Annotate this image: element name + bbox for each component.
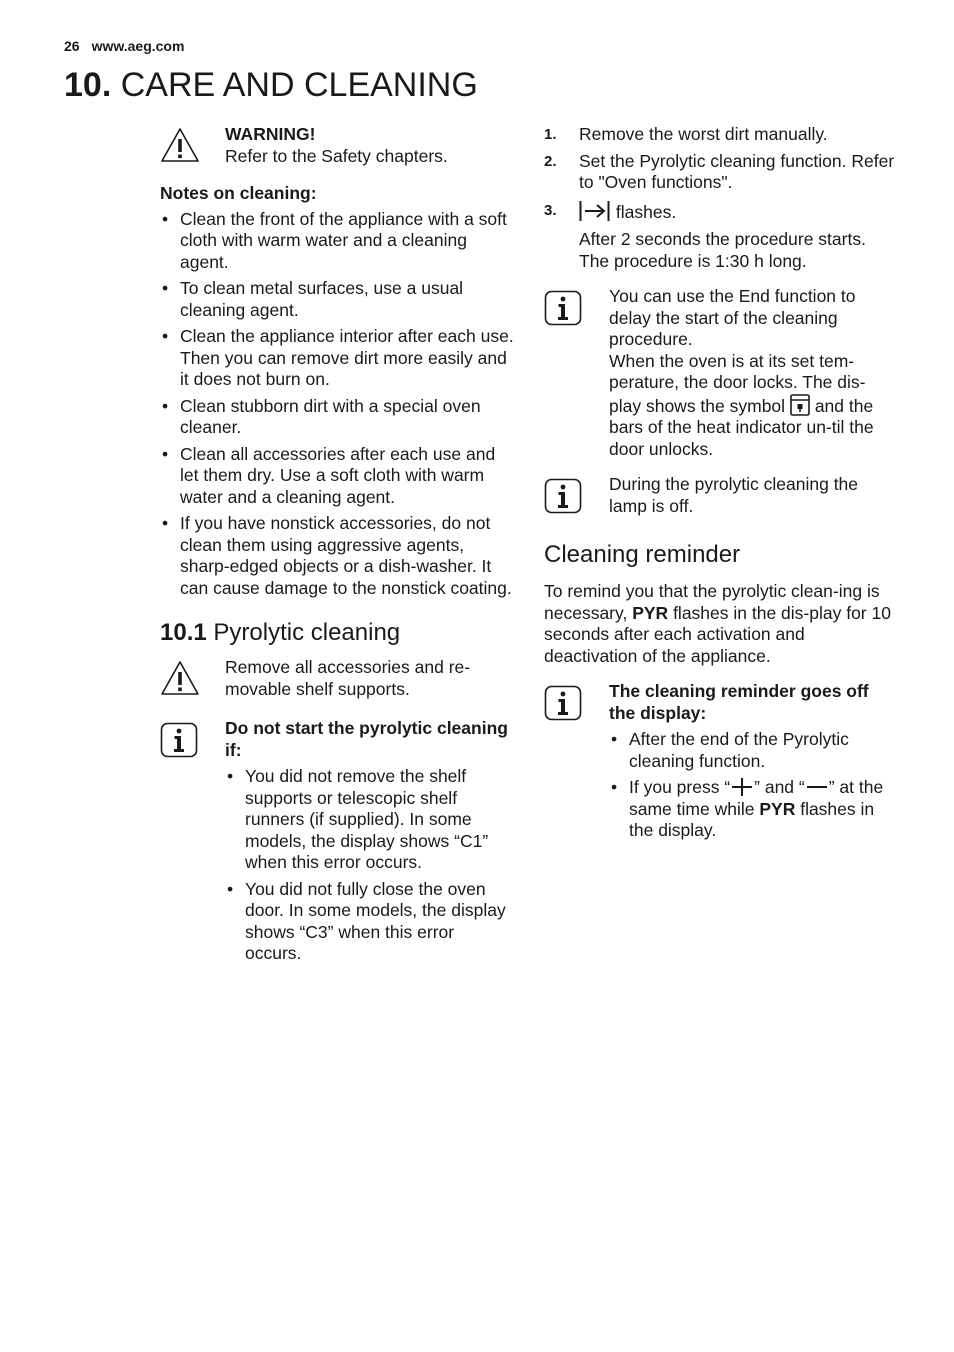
notes-heading: Notes on cleaning: xyxy=(160,183,317,203)
start-arrow-icon xyxy=(579,200,611,222)
step-3 xyxy=(544,200,896,273)
list-item xyxy=(609,777,896,842)
reminder-title: Cleaning reminder xyxy=(544,541,741,568)
info-icon xyxy=(544,478,582,514)
steps-list xyxy=(544,124,896,272)
page-number: 26 xyxy=(64,38,80,54)
warning-accessories-note xyxy=(160,657,515,700)
warning-safety-note xyxy=(160,124,515,167)
step-1 xyxy=(544,124,896,146)
section-number: 10.1 xyxy=(160,619,207,646)
page-header xyxy=(64,38,184,54)
chapter-title xyxy=(64,66,478,105)
list-item: • After the end of the Pyrolytic cleaning function. xyxy=(609,729,896,772)
info-icon xyxy=(544,290,582,326)
website: www.aeg.com xyxy=(91,38,185,54)
right-column xyxy=(544,124,896,847)
list-item: • You did not fully close the oven door. In some models, the display shows “C3” when this error occurs. xyxy=(225,879,515,965)
info-heading: Do not start the pyrolytic cleaning if: xyxy=(225,718,508,760)
info-icon xyxy=(544,685,582,721)
chapter-number: 10. xyxy=(64,66,112,104)
step-number: 1. xyxy=(544,126,557,143)
info-heading: The cleaning reminder goes off the display: xyxy=(609,681,869,723)
info-lamp-note xyxy=(544,474,896,517)
pyr-label: PYR xyxy=(632,602,669,623)
list-item: • To clean metal surfaces, use a usual cleaning agent. xyxy=(160,278,515,321)
chapter-title-text: CARE AND CLEANING xyxy=(120,66,478,104)
reminder-list xyxy=(609,729,896,842)
step-text: Remove the worst dirt manually. xyxy=(579,124,828,144)
info-door-lock-text-a: When the oven is at its set tem-perature, the door locks. The dis-play shows the symbol xyxy=(609,350,866,416)
info-door-lock-text xyxy=(609,351,896,461)
list-item: • Clean stubborn dirt with a special oven cleaner. xyxy=(160,396,515,439)
list-item: • Clean all accessories after each use and let them dry. Use a soft cloth with warm water and a cleaning agent. xyxy=(160,444,515,509)
info-door-lock-text-b: and the bars of the heat indicator un-til the door unlocks. xyxy=(609,395,874,459)
step-text: Set the Pyrolytic cleaning function. Refer to "Oven functions". xyxy=(579,150,895,192)
reminder-paragraph-b: flashes in the dis-play for 10 seconds after each activation and deactivation of the appliance. xyxy=(544,602,891,666)
warning-triangle-icon xyxy=(160,126,200,164)
step-number: 2. xyxy=(544,152,557,170)
left-column xyxy=(160,124,515,970)
info-do-not-start-note xyxy=(160,718,515,970)
list-item: • You did not remove the shelf supports or telescopic shelf runners (if supplied). In some models, the display shows “C1” when this error occurs. xyxy=(225,766,515,874)
section-title-text: Pyrolytic cleaning xyxy=(213,619,401,646)
info-lamp-text: During the pyrolytic cleaning the lamp is off. xyxy=(609,474,859,516)
info-end-function-note xyxy=(544,286,896,460)
info-reminder-note xyxy=(544,681,896,847)
door-lock-icon xyxy=(790,394,810,416)
step-subtext: After 2 seconds the procedure starts. The procedure is 1:30 h long. xyxy=(579,229,866,271)
reminder-paragraph-a: To remind you that the pyrolytic clean-ing is necessary, xyxy=(544,581,880,623)
item-text-d: flashes in the display. xyxy=(629,798,875,840)
item-text-a: If you press “ xyxy=(629,777,731,797)
step-text: flashes. xyxy=(615,201,677,222)
list-item: • Clean the front of the appliance with a soft cloth with warm water and a cleaning agent. xyxy=(160,209,515,274)
step-2 xyxy=(544,151,896,194)
reminder-paragraph xyxy=(544,581,896,667)
list-item: • If you have nonstick accessories, do not clean them using aggressive agents, sharp-edged objects or a dish-washer. It can cause damage to the nonstick coating. xyxy=(160,513,515,599)
warning-text: Refer to the Safety chapters. xyxy=(225,145,448,166)
warning-label: WARNING! xyxy=(225,124,316,144)
item-text-c: ” at the same time while xyxy=(629,777,884,819)
section-title xyxy=(160,619,515,647)
plus-icon xyxy=(730,777,754,797)
list-item: • Clean the appliance interior after each use. Then you can remove dirt more easily and it does not burn on. xyxy=(160,326,515,391)
notes-list xyxy=(160,209,515,600)
info-icon xyxy=(160,722,198,758)
info-list xyxy=(225,766,515,965)
pyr-label: PYR xyxy=(759,798,796,819)
step-number: 3. xyxy=(544,201,557,219)
minus-icon xyxy=(805,777,829,797)
warning-triangle-icon xyxy=(160,659,200,697)
item-text-b: ” and “ xyxy=(754,777,805,797)
info-end-text: You can use the End function to delay the start of the cleaning procedure. xyxy=(609,286,856,349)
warning-text: Remove all accessories and re-movable shelf supports. xyxy=(225,657,471,699)
